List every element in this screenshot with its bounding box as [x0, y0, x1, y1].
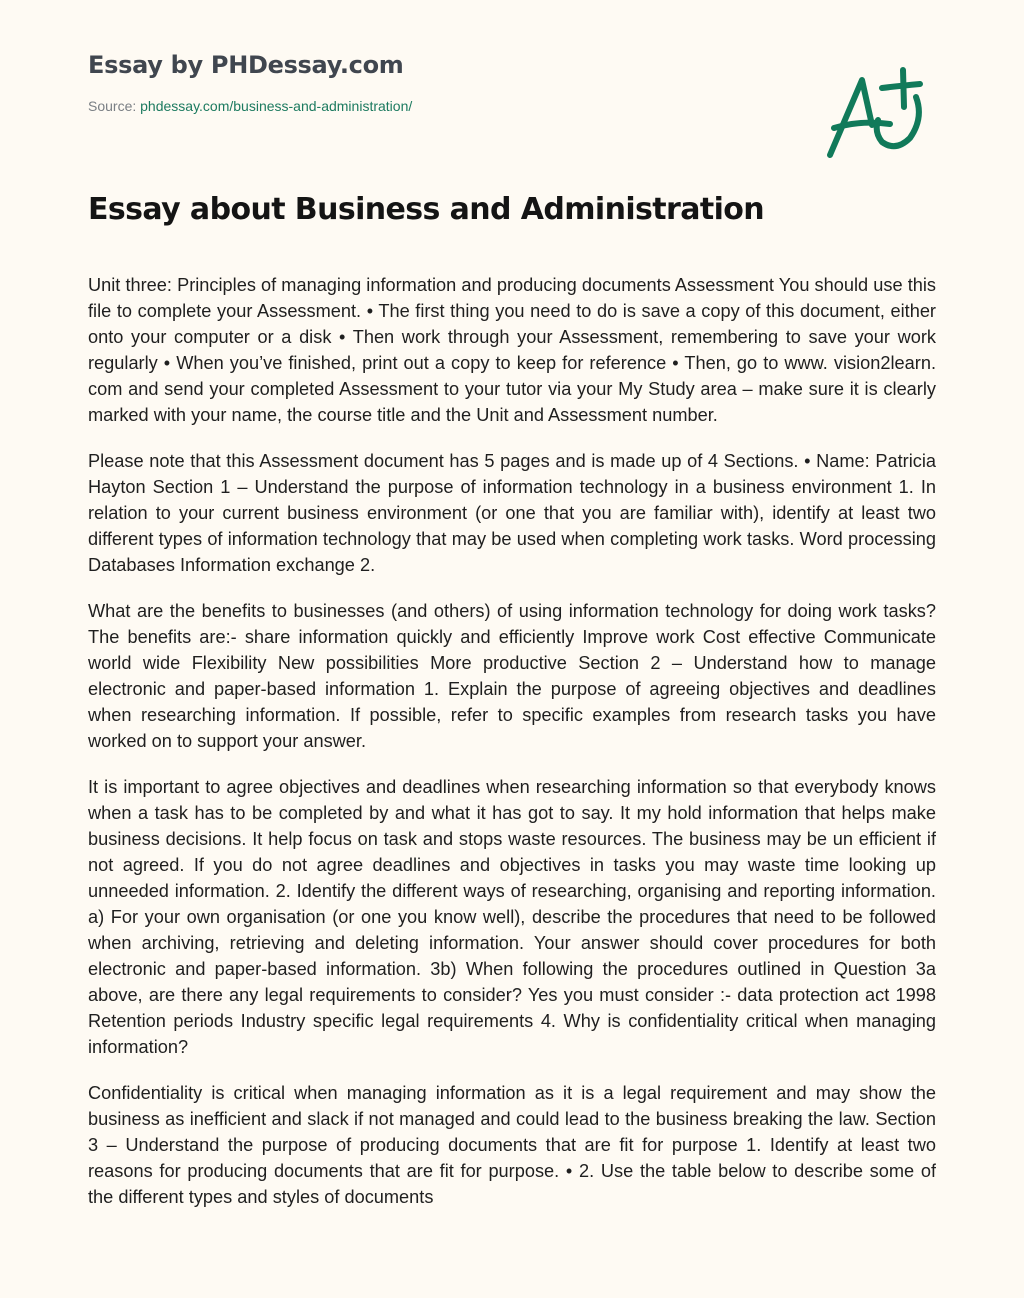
source-link[interactable]: phdessay.com/business-and-administration/: [140, 98, 413, 114]
site-header: [88, 48, 412, 116]
paragraph: Unit three: Principles of managing information and producing documents Assessment You should use this file to complete your Assessment. • The first thing you need to do is save a copy of this document, either onto your computer or a disk • Then work through your Assessment, remembering to save your work regularly • When you’ve finished, print out a copy to keep for reference • Then, go to www. vision2learn. com and send your completed Assessment to your tutor via your My Study area – make sure it is clearly marked with your name, the course title and the Unit and Assessment number.: [88, 275, 936, 425]
source-label: Source:: [88, 98, 137, 114]
paragraph: It is important to agree objectives and deadlines when researching information so that everybody knows when a task has to be completed by and what it has got to say. It my hold information that helps make business decisions. It help focus on task and stops waste resources. The business may be un efficient if not agreed. If you do not agree deadlines and objectives in tasks you may waste time looking up unneeded information. 2. Identify the different ways of researching, organising and reporting information. a) For your own organisation (or one you know well), describe the procedures that need to be followed when archiving, retrieving and deleting information. Your answer should cover procedures for both electronic and paper-based information. 3b) When following the procedures outlined in Question 3a above, are there any legal requirements to consider? Yes you must consider :- data protection act 1998 Retention periods Industry specific legal requirements 4. Why is confidentiality critical when managing information?: [88, 777, 936, 1057]
a-plus-grade-icon: [820, 60, 930, 165]
site-brand: Essay by PHDessay.com: [88, 51, 404, 79]
paragraph: What are the benefits to businesses (and others) of using information technology for doing work tasks? The benefits are:- share information quickly and efficiently Improve work Cost effective Communicate world wide Flexibility New possibilities More productive Section 2 – Understand how to manage electronic and paper-based information 1. Explain the purpose of agreeing objectives and deadlines when researching information. If possible, refer to specific examples from research tasks you have worked on to support your answer.: [88, 601, 936, 751]
essay-body: [88, 272, 936, 1250]
paragraph: Confidentiality is critical when managing information as it is a legal requirement and may show the business as inefficient and slack if not managed and could lead to the business breaking the law. Section 3 – Understand the purpose of producing documents that are fit for purpose 1. Identify at least two reasons for producing documents that are fit for purpose. • 2. Use the table below to describe some of the different types and styles of documents: [88, 1083, 936, 1207]
page-title: Essay about Business and Administration: [88, 192, 765, 227]
source-line: [88, 96, 412, 116]
paragraph: Please note that this Assessment document has 5 pages and is made up of 4 Sections. • Name: Patricia Hayton Section 1 – Understand the purpose of information technology in a business environment 1. In relation to your current business environment (or one that you are familiar with), identify at least two different types of information technology that may be used when completing work tasks. Word processing Databases Information exchange 2.: [88, 451, 936, 575]
